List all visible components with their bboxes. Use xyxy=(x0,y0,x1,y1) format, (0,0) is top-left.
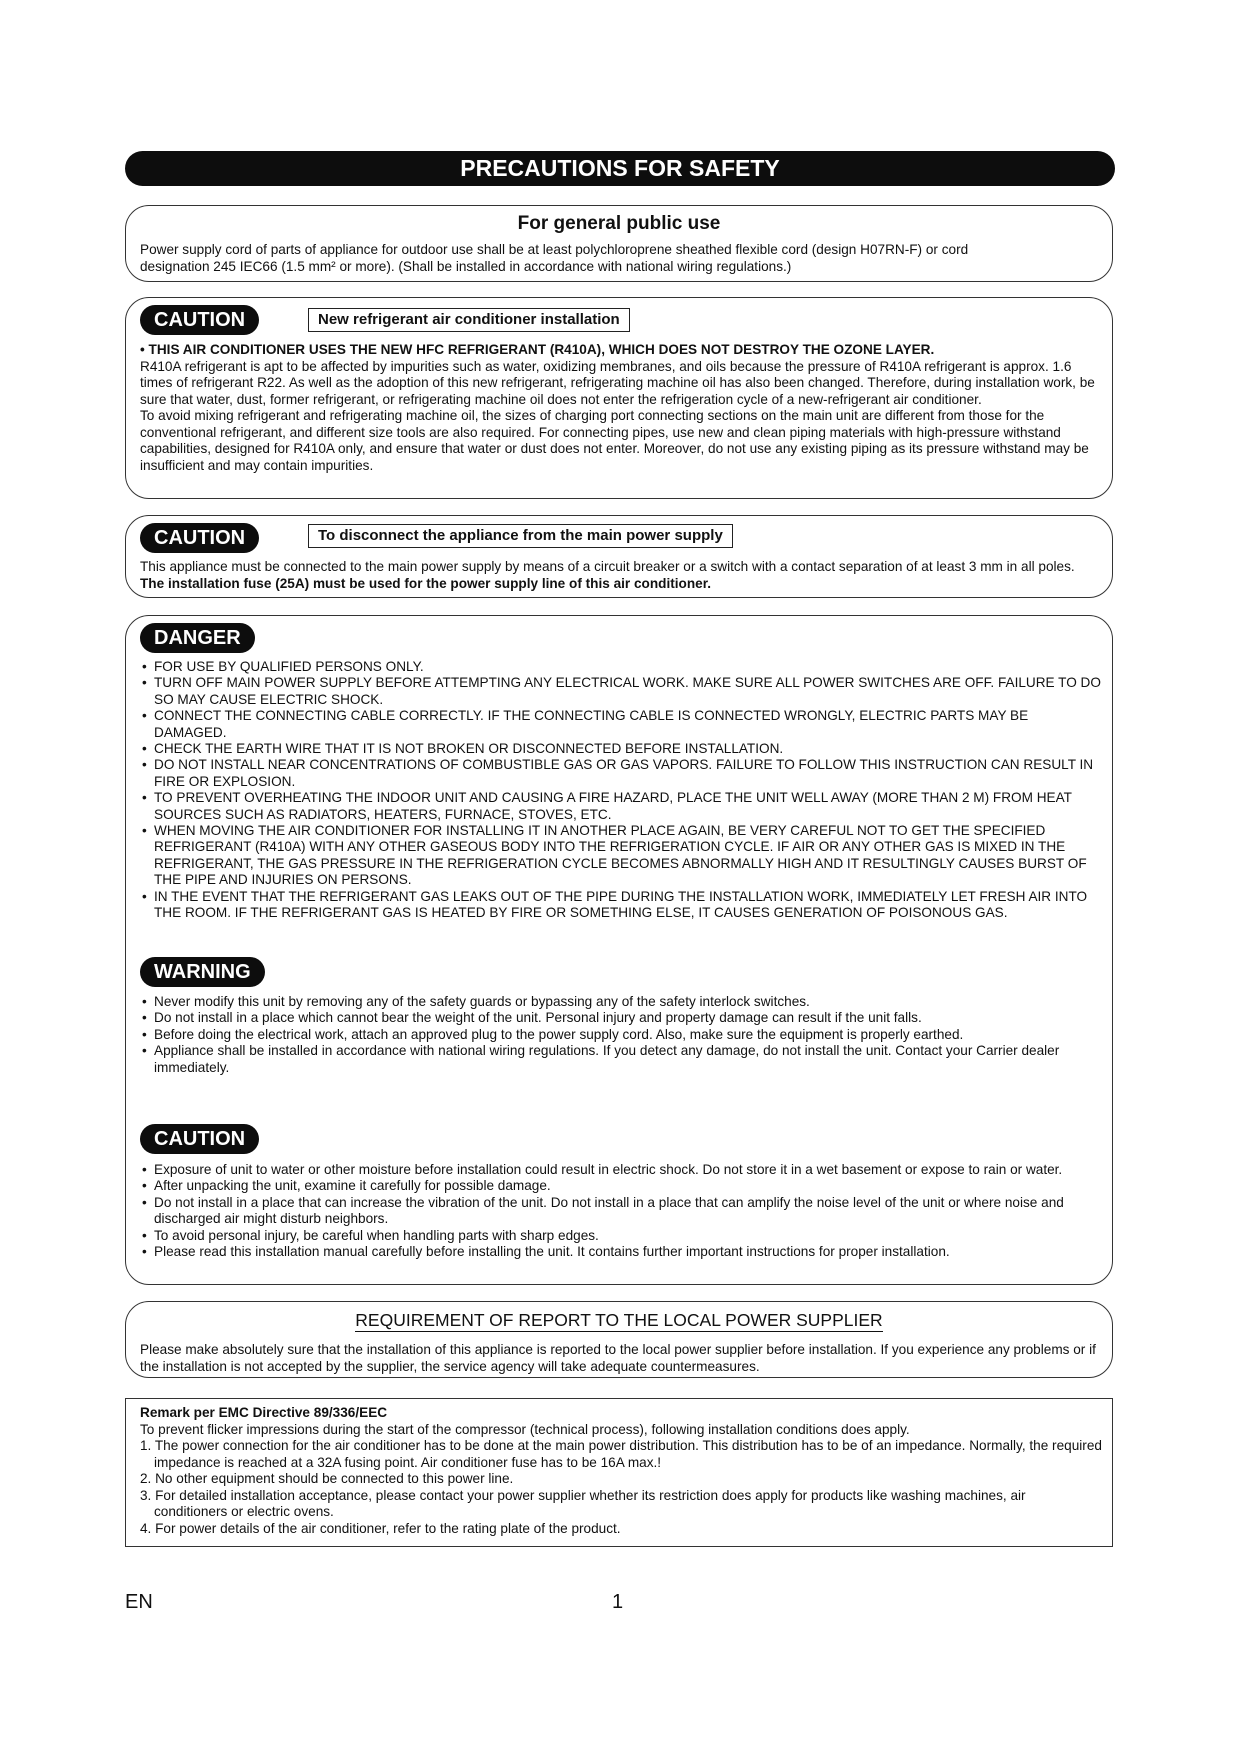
danger-item: • IN THE EVENT THAT THE REFRIGERANT GAS LEAKS OUT OF THE PIPE DURING THE INSTALLATION WORK, IMMEDIATELY LET FRESH AIR INTO THE ROOM. IF THE REFRIGERANT GAS IS HEATED BY FIRE OR SOMETHING ELSE, IT CAUSES GENERATION OF POISONOUS GAS. xyxy=(140,889,1102,922)
danger-item: • CONNECT THE CONNECTING CABLE CORRECTLY. IF THE CONNECTING CABLE IS CONNECTED WRONGLY, ELECTRIC PARTS MAY BE DAMAGED. xyxy=(140,708,1102,741)
refrigerant-tag: New refrigerant air conditioner installation xyxy=(308,308,630,332)
disconnect-normal-text: This appliance must be connected to the main power supply by means of a circuit breaker or a switch with a contact separation of at least 3 mm in all poles. xyxy=(140,559,1075,574)
warning-item: • Appliance shall be installed in accordance with national wiring regulations. If you detect any damage, do not install the unit. Contact your Carrier dealer immediately. xyxy=(140,1043,1102,1076)
disconnect-paragraph xyxy=(140,559,1102,592)
caution-list xyxy=(140,1162,1102,1260)
danger-item: • CHECK THE EARTH WIRE THAT IT IS NOT BROKEN OR DISCONNECTED BEFORE INSTALLATION. xyxy=(140,741,1102,757)
danger-item: • WHEN MOVING THE AIR CONDITIONER FOR INSTALLING IT IN ANOTHER PLACE AGAIN, BE VERY CAREFUL NOT TO GET THE SPECIFIED REFRIGERANT (R410A) WITH ANY OTHER GASEOUS BODY INTO THE REFRIGERATION CYCLE. IF AIR OR ANY OTHER GAS IS MIXED IN THE REFRIGERANT, THE GAS PRESSURE IN THE REFRIGERATION CYCLE BECOMES ABNORMALLY HIGH AND IT RESULTINGLY CAUSES BURST OF THE PIPE AND INJURIES ON PERSONS. xyxy=(140,823,1102,889)
hazard-section xyxy=(125,615,1113,1285)
refrigerant-headline: • THIS AIR CONDITIONER USES THE NEW HFC REFRIGERANT (R410A), WHICH DOES NOT DESTROY THE OZONE LAYER. xyxy=(140,342,935,357)
danger-item: • TO PREVENT OVERHEATING THE INDOOR UNIT AND CAUSING A FIRE HAZARD, PLACE THE UNIT WELL AWAY (MORE THAN 2 M) FROM HEAT SOURCES SUCH AS RADIATORS, HEATERS, FURNACE, STOVES, ETC. xyxy=(140,790,1102,823)
emc-item: 3. For detailed installation acceptance, please contact your power supplier whether its restriction does apply for products like washing machines, air conditioners or electric ovens. xyxy=(140,1487,1026,1519)
requirement-heading xyxy=(126,1310,1112,1331)
danger-list xyxy=(140,659,1102,922)
emc-item: 2. No other equipment should be connected to this power line. xyxy=(140,1471,514,1486)
page-title: PRECAUTIONS FOR SAFETY xyxy=(125,151,1115,186)
danger-item: • DO NOT INSTALL NEAR CONCENTRATIONS OF COMBUSTIBLE GAS OR GAS VAPORS. FAILURE TO FOLLOW THIS INSTRUCTION CAN RESULT IN FIRE OR EXPLOSION. xyxy=(140,757,1102,790)
emc-item: 1. The power connection for the air conditioner has to be done at the main power distribution. This distribution has to be of an impedance. Normally, the required impedance is reached at a 32A fusing point. Air conditioner fuse has to be 16A max.! xyxy=(140,1438,1102,1470)
general-use-section xyxy=(125,205,1113,282)
disconnect-bold-text: The installation fuse (25A) must be used for the power supply line of this air conditioner. xyxy=(140,575,712,591)
caution-item: • After unpacking the unit, examine it carefully for possible damage. xyxy=(140,1178,1102,1194)
disconnect-tag: To disconnect the appliance from the main power supply xyxy=(308,524,733,548)
requirement-heading-text: REQUIREMENT OF REPORT TO THE LOCAL POWER SUPPLIER xyxy=(355,1310,883,1330)
emc-heading: Remark per EMC Directive 89/336/EEC xyxy=(140,1405,388,1420)
caution-item: • Exposure of unit to water or other moisture before installation could result in electric shock. Do not store it in a wet basement or expose to rain or water. xyxy=(140,1162,1102,1178)
footer-language: EN xyxy=(125,1591,153,1613)
emc-item: 4. For power details of the air conditioner, refer to the rating plate of the product. xyxy=(140,1520,621,1536)
caution-disconnect-section xyxy=(125,515,1113,598)
caution-refrigerant-section xyxy=(125,297,1113,499)
general-use-text xyxy=(140,242,1100,275)
refrigerant-para-2: To avoid mixing refrigerant and refrigerating machine oil, the sizes of charging port connecting sections on the main unit are different from those for the conventional refrigerant, and different size tools are also required. For connecting pipes, use new and clean piping materials with high-pressure withstand capabilities, designed for R410A only, and ensure that water or dust does not enter. Moreover, do not use any existing piping as its pressure withstand may be insufficient and may contain impurities. xyxy=(140,408,1089,473)
refrigerant-para-1: R410A refrigerant is apt to be affected by impurities such as water, oxidizing membranes, and oils because the pressure of R410A refrigerant is approx. 1.6 times of refrigerant R22. As well as the adoption of this new refrigerant, refrigerating machine oil has also been changed. Therefore, during installation work, be sure that water, dust, former refrigerant, or refrigerating machine oil does not enter the refrigeration cycle of a new-refrigerant air conditioner. xyxy=(140,358,1095,407)
refrigerant-text xyxy=(140,342,1102,474)
warning-item: • Never modify this unit by removing any of the safety guards or bypassing any of the safety interlock switches. xyxy=(140,994,1102,1010)
warning-item: • Before doing the electrical work, attach an approved plug to the power supply cord. Also, make sure the equipment is properly earthed. xyxy=(140,1027,1102,1043)
caution-item: • To avoid personal injury, be careful when handling parts with sharp edges. xyxy=(140,1228,1102,1244)
warning-badge: WARNING xyxy=(140,957,265,987)
requirement-text: Please make absolutely sure that the installation of this appliance is reported to the local power supplier before installation. If you experience any problems or if the installation is not accepted by the supplier, the service agency will take adequate countermeasures. xyxy=(140,1342,1096,1374)
danger-item: • FOR USE BY QUALIFIED PERSONS ONLY. xyxy=(140,659,1102,675)
general-use-heading: For general public use xyxy=(517,213,721,234)
danger-item: • TURN OFF MAIN POWER SUPPLY BEFORE ATTEMPTING ANY ELECTRICAL WORK. MAKE SURE ALL POWER SWITCHES ARE OFF. FAILURE TO DO SO MAY CAUSE ELECTRIC SHOCK. xyxy=(140,675,1102,708)
requirement-section xyxy=(125,1301,1113,1378)
emc-section xyxy=(125,1398,1113,1547)
general-use-line-1: Power supply cord of parts of appliance for outdoor use shall be at least polychloroprene sheathed flexible cord (design H07RN-F) or cord xyxy=(140,242,969,257)
caution-badge: CAUTION xyxy=(140,523,259,553)
warning-list xyxy=(140,994,1102,1076)
caution-badge: CAUTION xyxy=(140,305,259,335)
caution-badge: CAUTION xyxy=(140,1124,259,1154)
emc-text xyxy=(140,1405,1102,1537)
emc-intro: To prevent flicker impressions during the start of the compressor (technical process), following installation conditions does apply. xyxy=(140,1421,910,1437)
warning-item: • Do not install in a place which cannot bear the weight of the unit. Personal injury and property damage can result if the unit falls. xyxy=(140,1010,1102,1026)
general-use-line-2: designation 245 IEC66 (1.5 mm² or more). (Shall be installed in accordance with national wiring regulations.) xyxy=(140,258,792,274)
caution-item: • Do not install in a place that can increase the vibration of the unit. Do not install in a place that can amplify the noise level of the unit or where noise and discharged air might disturb neighbors. xyxy=(140,1195,1102,1228)
page-number: 1 xyxy=(612,1591,624,1613)
caution-item: • Please read this installation manual carefully before installing the unit. It contains further important instructions for proper installation. xyxy=(140,1244,1102,1260)
disconnect-text xyxy=(140,559,1102,592)
refrigerant-headline-text: THIS AIR CONDITIONER USES THE NEW HFC REFRIGERANT (R410A), WHICH DOES NOT DESTROY THE OZONE LAYER. xyxy=(148,342,935,357)
danger-badge: DANGER xyxy=(140,623,255,653)
